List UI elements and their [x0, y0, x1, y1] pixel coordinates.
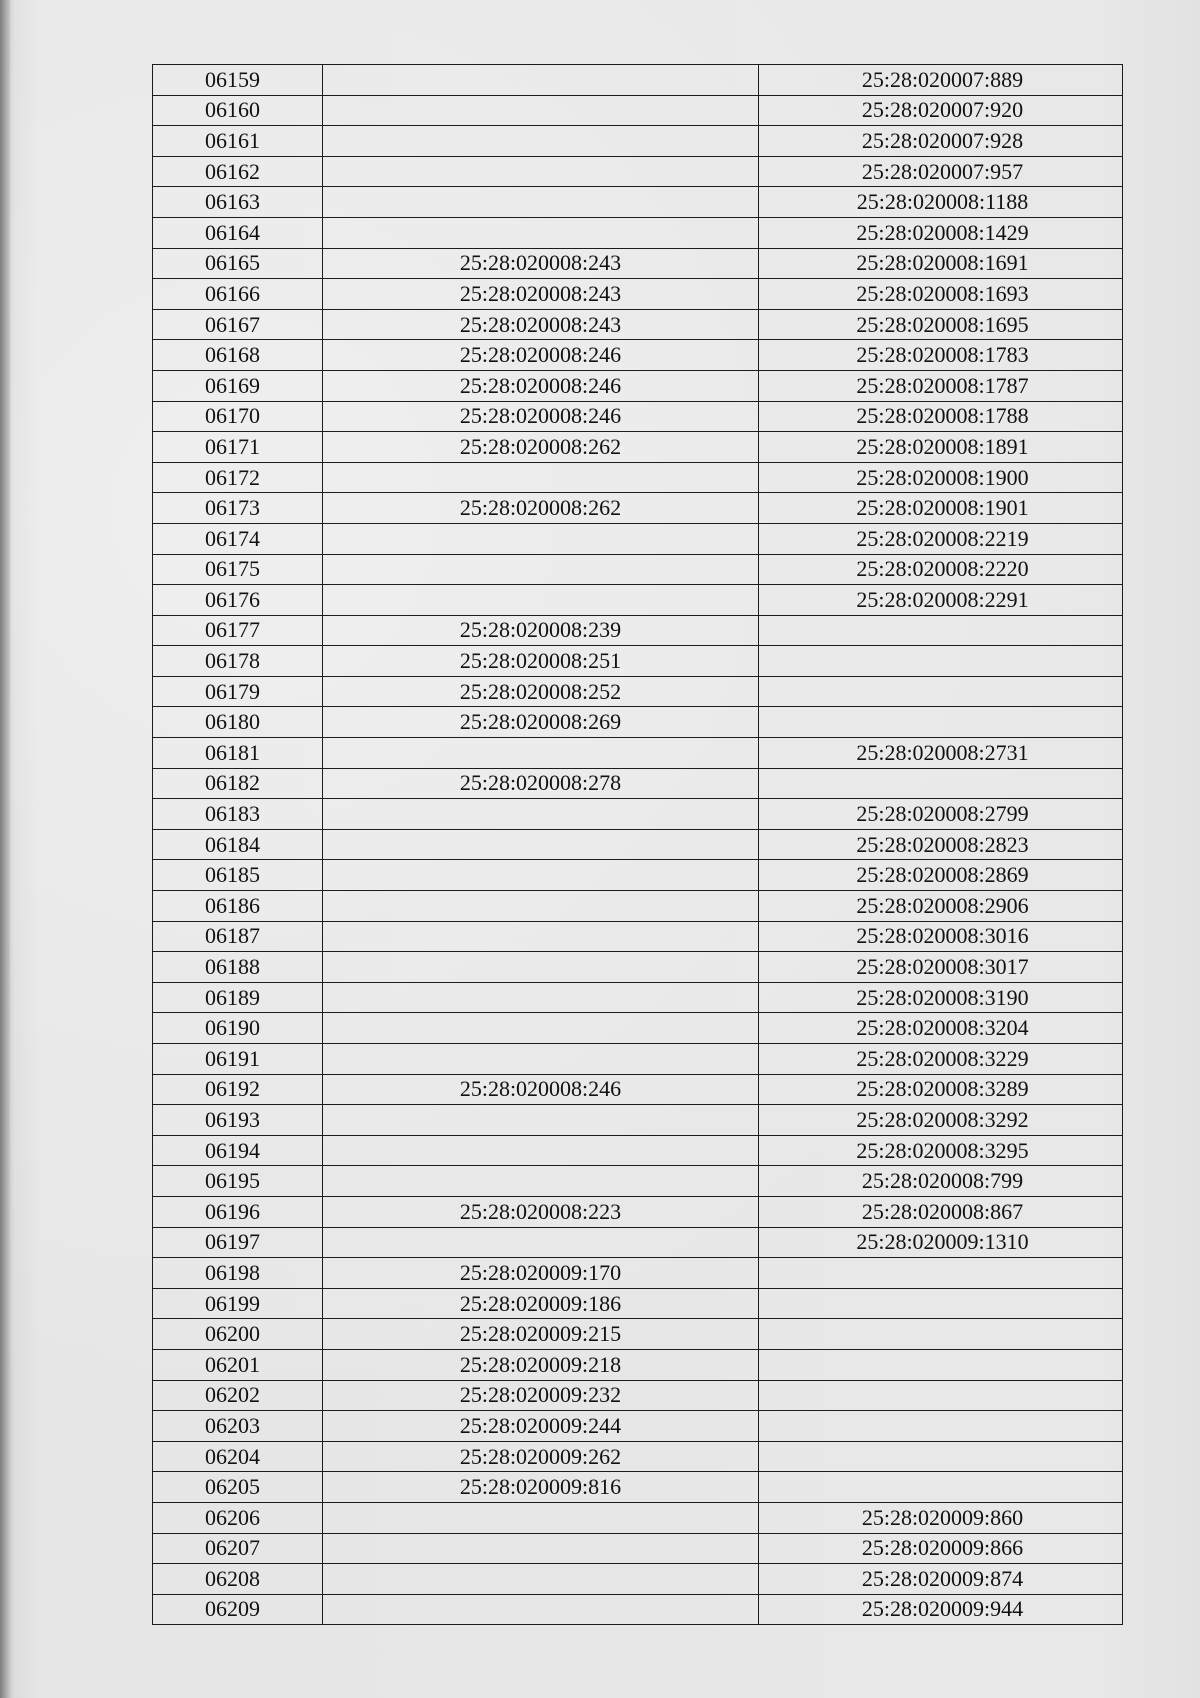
cadastral-number-cell: 25:28:020008:1788	[759, 401, 1123, 432]
table-row	[153, 921, 1123, 952]
cadastral-number-cell: 25:28:020009:244	[323, 1411, 759, 1442]
cadastral-number-cell: 25:28:020009:1310	[759, 1227, 1123, 1258]
cadastral-number-cell: 25:28:020008:3016	[759, 921, 1123, 952]
row-number-cell: 06176	[153, 585, 323, 616]
cadastral-number-cell	[759, 1288, 1123, 1319]
table-row	[153, 1135, 1123, 1166]
cadastral-number-cell: 25:28:020008:2906	[759, 891, 1123, 922]
cadastral-number-cell: 25:28:020008:246	[323, 370, 759, 401]
table-row	[153, 707, 1123, 738]
cadastral-number-cell: 25:28:020008:2219	[759, 523, 1123, 554]
table-row	[153, 1258, 1123, 1289]
row-number-cell: 06172	[153, 462, 323, 493]
cadastral-number-cell: 25:28:020007:889	[759, 65, 1123, 96]
table-row	[153, 585, 1123, 616]
cadastral-number-cell: 25:28:020008:1691	[759, 248, 1123, 279]
cadastral-number-cell	[323, 217, 759, 248]
table-row	[153, 65, 1123, 96]
page-edge-shadow	[0, 0, 10, 1698]
table-row	[153, 1380, 1123, 1411]
table-row	[153, 860, 1123, 891]
cadastral-number-cell: 25:28:020009:232	[323, 1380, 759, 1411]
cadastral-number-cell: 25:28:020008:246	[323, 1074, 759, 1105]
cadastral-number-cell	[759, 1411, 1123, 1442]
row-number-cell: 06201	[153, 1349, 323, 1380]
cadastral-number-cell	[323, 95, 759, 126]
cadastral-number-cell: 25:28:020008:3289	[759, 1074, 1123, 1105]
cadastral-number-cell: 25:28:020009:170	[323, 1258, 759, 1289]
cadastral-number-cell	[323, 156, 759, 187]
cadastral-number-cell	[323, 1533, 759, 1564]
table-row	[153, 248, 1123, 279]
cadastral-number-cell	[323, 921, 759, 952]
row-number-cell: 06196	[153, 1196, 323, 1227]
table-row	[153, 217, 1123, 248]
row-number-cell: 06206	[153, 1502, 323, 1533]
row-number-cell: 06183	[153, 799, 323, 830]
row-number-cell: 06179	[153, 676, 323, 707]
row-number-cell: 06164	[153, 217, 323, 248]
cadastral-number-cell: 25:28:020008:1188	[759, 187, 1123, 218]
table-row	[153, 401, 1123, 432]
table-row	[153, 523, 1123, 554]
table-row	[153, 615, 1123, 646]
cadastral-table	[152, 64, 1123, 1625]
row-number-cell: 06171	[153, 432, 323, 463]
cadastral-number-cell	[759, 768, 1123, 799]
cadastral-number-cell	[323, 462, 759, 493]
cadastral-number-cell: 25:28:020008:1787	[759, 370, 1123, 401]
table-row	[153, 1564, 1123, 1595]
cadastral-number-cell	[323, 829, 759, 860]
cadastral-number-cell: 25:28:020008:2731	[759, 738, 1123, 769]
cadastral-number-cell: 25:28:020008:251	[323, 646, 759, 677]
cadastral-number-cell: 25:28:020008:278	[323, 768, 759, 799]
table-row	[153, 370, 1123, 401]
cadastral-number-cell	[323, 554, 759, 585]
table-row	[153, 554, 1123, 585]
cadastral-number-cell: 25:28:020008:1891	[759, 432, 1123, 463]
row-number-cell: 06177	[153, 615, 323, 646]
cadastral-number-cell	[323, 1166, 759, 1197]
row-number-cell: 06162	[153, 156, 323, 187]
cadastral-number-cell	[323, 585, 759, 616]
cadastral-number-cell	[759, 676, 1123, 707]
cadastral-number-cell	[323, 860, 759, 891]
row-number-cell: 06203	[153, 1411, 323, 1442]
table-row	[153, 891, 1123, 922]
cadastral-number-cell: 25:28:020008:3292	[759, 1105, 1123, 1136]
row-number-cell: 06208	[153, 1564, 323, 1595]
row-number-cell: 06159	[153, 65, 323, 96]
table-row	[153, 1594, 1123, 1625]
cadastral-number-cell: 25:28:020008:867	[759, 1196, 1123, 1227]
cadastral-number-cell	[323, 982, 759, 1013]
cadastral-number-cell	[759, 1380, 1123, 1411]
cadastral-number-cell: 25:28:020008:3204	[759, 1013, 1123, 1044]
table-row	[153, 1472, 1123, 1503]
cadastral-number-cell: 25:28:020008:1900	[759, 462, 1123, 493]
cadastral-number-cell: 25:28:020008:1901	[759, 493, 1123, 524]
cadastral-number-cell: 25:28:020008:3229	[759, 1044, 1123, 1075]
row-number-cell: 06186	[153, 891, 323, 922]
table-row	[153, 829, 1123, 860]
cadastral-number-cell: 25:28:020008:3017	[759, 952, 1123, 983]
cadastral-number-cell: 25:28:020008:1695	[759, 309, 1123, 340]
row-number-cell: 06199	[153, 1288, 323, 1319]
row-number-cell: 06209	[153, 1594, 323, 1625]
table-row	[153, 1533, 1123, 1564]
cadastral-number-cell	[759, 1441, 1123, 1472]
table-row	[153, 982, 1123, 1013]
cadastral-number-cell	[323, 1044, 759, 1075]
table-row	[153, 1166, 1123, 1197]
row-number-cell: 06178	[153, 646, 323, 677]
cadastral-number-cell: 25:28:020009:218	[323, 1349, 759, 1380]
cadastral-number-cell: 25:28:020008:243	[323, 309, 759, 340]
cadastral-number-cell: 25:28:020008:1693	[759, 279, 1123, 310]
cadastral-number-cell: 25:28:020007:928	[759, 126, 1123, 157]
cadastral-number-cell: 25:28:020007:957	[759, 156, 1123, 187]
row-number-cell: 06197	[153, 1227, 323, 1258]
row-number-cell: 06166	[153, 279, 323, 310]
cadastral-number-cell	[323, 738, 759, 769]
cadastral-number-cell: 25:28:020008:239	[323, 615, 759, 646]
cadastral-number-cell: 25:28:020008:252	[323, 676, 759, 707]
cadastral-number-cell: 25:28:020008:223	[323, 1196, 759, 1227]
cadastral-number-cell: 25:28:020008:246	[323, 401, 759, 432]
row-number-cell: 06202	[153, 1380, 323, 1411]
table-row	[153, 1013, 1123, 1044]
cadastral-number-cell	[323, 523, 759, 554]
table-row	[153, 340, 1123, 371]
row-number-cell: 06188	[153, 952, 323, 983]
cadastral-number-cell: 25:28:020009:816	[323, 1472, 759, 1503]
table-row	[153, 1349, 1123, 1380]
cadastral-number-cell: 25:28:020009:866	[759, 1533, 1123, 1564]
row-number-cell: 06198	[153, 1258, 323, 1289]
table-row	[153, 1044, 1123, 1075]
table-row	[153, 279, 1123, 310]
cadastral-number-cell: 25:28:020008:3190	[759, 982, 1123, 1013]
row-number-cell: 06187	[153, 921, 323, 952]
row-number-cell: 06180	[153, 707, 323, 738]
cadastral-number-cell: 25:28:020008:2220	[759, 554, 1123, 585]
table-row	[153, 187, 1123, 218]
cadastral-number-cell	[323, 1227, 759, 1258]
row-number-cell: 06195	[153, 1166, 323, 1197]
cadastral-number-cell	[759, 1472, 1123, 1503]
cadastral-number-cell: 25:28:020009:215	[323, 1319, 759, 1350]
row-number-cell: 06168	[153, 340, 323, 371]
row-number-cell: 06165	[153, 248, 323, 279]
row-number-cell: 06205	[153, 1472, 323, 1503]
table-row	[153, 768, 1123, 799]
table-row	[153, 952, 1123, 983]
cadastral-number-cell: 25:28:020008:262	[323, 432, 759, 463]
row-number-cell: 06182	[153, 768, 323, 799]
cadastral-number-cell: 25:28:020009:874	[759, 1564, 1123, 1595]
row-number-cell: 06174	[153, 523, 323, 554]
cadastral-number-cell: 25:28:020008:269	[323, 707, 759, 738]
table-row	[153, 462, 1123, 493]
row-number-cell: 06167	[153, 309, 323, 340]
row-number-cell: 06163	[153, 187, 323, 218]
row-number-cell: 06192	[153, 1074, 323, 1105]
table-body	[153, 65, 1123, 1625]
table-row	[153, 1441, 1123, 1472]
cadastral-number-cell: 25:28:020008:799	[759, 1166, 1123, 1197]
table-row	[153, 646, 1123, 677]
cadastral-number-cell: 25:28:020008:243	[323, 248, 759, 279]
cadastral-number-cell: 25:28:020008:262	[323, 493, 759, 524]
row-number-cell: 06170	[153, 401, 323, 432]
row-number-cell: 06200	[153, 1319, 323, 1350]
table-row	[153, 156, 1123, 187]
row-number-cell: 06189	[153, 982, 323, 1013]
cadastral-number-cell	[759, 1349, 1123, 1380]
cadastral-number-cell	[323, 187, 759, 218]
cadastral-number-cell	[323, 126, 759, 157]
row-number-cell: 06207	[153, 1533, 323, 1564]
row-number-cell: 06193	[153, 1105, 323, 1136]
cadastral-number-cell	[759, 707, 1123, 738]
cadastral-number-cell: 25:28:020008:2823	[759, 829, 1123, 860]
row-number-cell: 06204	[153, 1441, 323, 1472]
cadastral-number-cell	[323, 1502, 759, 1533]
cadastral-number-cell: 25:28:020008:2291	[759, 585, 1123, 616]
cadastral-number-cell	[323, 1564, 759, 1595]
table-row	[153, 432, 1123, 463]
cadastral-number-cell	[323, 1105, 759, 1136]
cadastral-number-cell	[759, 615, 1123, 646]
cadastral-number-cell: 25:28:020009:262	[323, 1441, 759, 1472]
row-number-cell: 06173	[153, 493, 323, 524]
table-row	[153, 738, 1123, 769]
table-row	[153, 1196, 1123, 1227]
row-number-cell: 06160	[153, 95, 323, 126]
cadastral-number-cell	[323, 1594, 759, 1625]
cadastral-number-cell	[323, 1135, 759, 1166]
table-row	[153, 1411, 1123, 1442]
table-row	[153, 1288, 1123, 1319]
table-row	[153, 126, 1123, 157]
cadastral-number-cell: 25:28:020008:1783	[759, 340, 1123, 371]
table-row	[153, 95, 1123, 126]
cadastral-number-cell	[323, 1013, 759, 1044]
table-row	[153, 309, 1123, 340]
table-row	[153, 1074, 1123, 1105]
cadastral-number-cell: 25:28:020009:860	[759, 1502, 1123, 1533]
table-row	[153, 1227, 1123, 1258]
row-number-cell: 06161	[153, 126, 323, 157]
cadastral-number-cell: 25:28:020007:920	[759, 95, 1123, 126]
row-number-cell: 06191	[153, 1044, 323, 1075]
row-number-cell: 06181	[153, 738, 323, 769]
cadastral-number-cell: 25:28:020008:243	[323, 279, 759, 310]
cadastral-number-cell	[323, 65, 759, 96]
cadastral-number-cell	[323, 952, 759, 983]
row-number-cell: 06190	[153, 1013, 323, 1044]
table-row	[153, 799, 1123, 830]
table-row	[153, 1319, 1123, 1350]
cadastral-number-cell	[759, 1319, 1123, 1350]
table-row	[153, 1502, 1123, 1533]
cadastral-number-cell: 25:28:020008:1429	[759, 217, 1123, 248]
cadastral-number-cell: 25:28:020008:2799	[759, 799, 1123, 830]
row-number-cell: 06184	[153, 829, 323, 860]
cadastral-number-cell: 25:28:020009:186	[323, 1288, 759, 1319]
cadastral-number-cell: 25:28:020008:2869	[759, 860, 1123, 891]
cadastral-number-cell: 25:28:020008:3295	[759, 1135, 1123, 1166]
row-number-cell: 06169	[153, 370, 323, 401]
row-number-cell: 06185	[153, 860, 323, 891]
cadastral-number-cell	[759, 1258, 1123, 1289]
row-number-cell: 06194	[153, 1135, 323, 1166]
table-row	[153, 676, 1123, 707]
cadastral-number-cell: 25:28:020009:944	[759, 1594, 1123, 1625]
row-number-cell: 06175	[153, 554, 323, 585]
cadastral-number-cell	[323, 799, 759, 830]
table-row	[153, 1105, 1123, 1136]
cadastral-number-cell: 25:28:020008:246	[323, 340, 759, 371]
cadastral-number-cell	[323, 891, 759, 922]
table-row	[153, 493, 1123, 524]
cadastral-number-cell	[759, 646, 1123, 677]
